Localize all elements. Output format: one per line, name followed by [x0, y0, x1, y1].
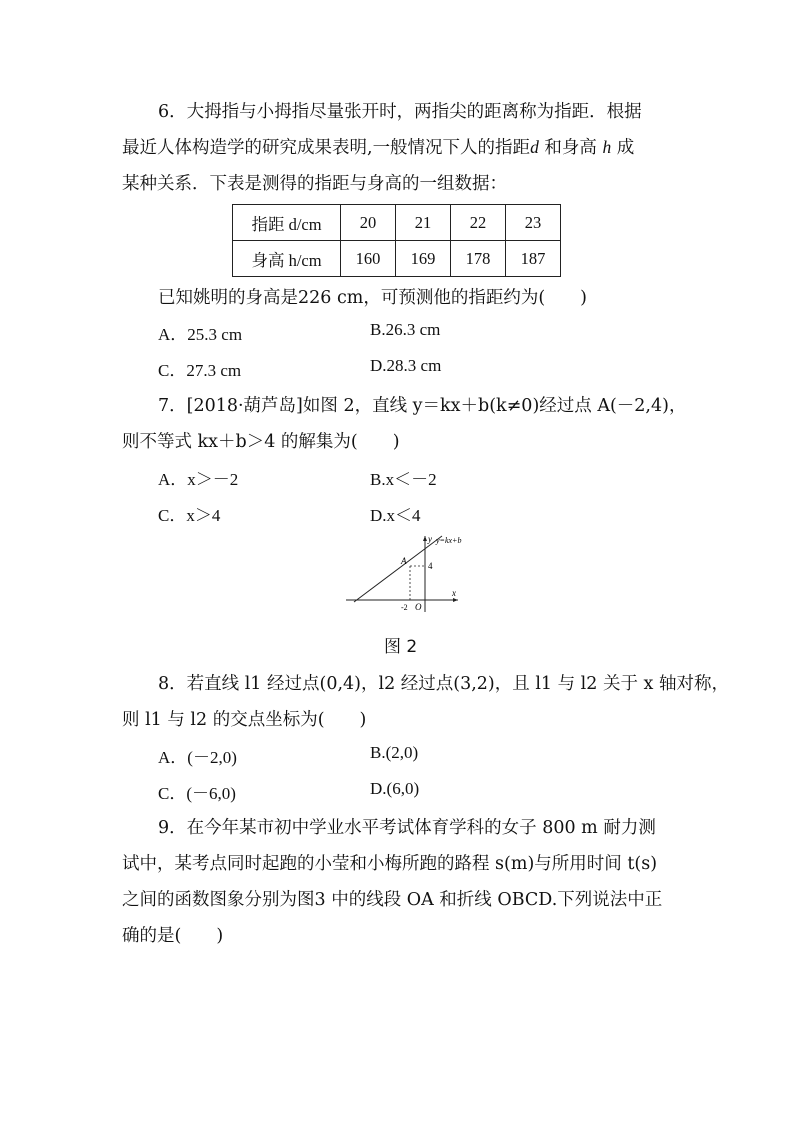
q7-option-b: B.x＜－2	[370, 470, 437, 489]
q6-line-2b: 一般情况下人的指距	[372, 138, 531, 158]
q8-line-1: 8．若直线 l1 经过点(0,4)，l2 经过点(3,2)，且 l1 与 l2 关于 x 轴对称，	[158, 674, 729, 694]
q6-option-a: A．25.3 cm	[158, 325, 243, 344]
data-table	[232, 204, 561, 277]
var-h: h	[602, 137, 612, 157]
q6-line-2	[122, 134, 634, 159]
q7-line-1: 7．[2018·葫芦岛]如图 2，直线 y＝kx＋b(k≠0)经过点 A(－2,4)，	[158, 396, 687, 416]
label-y: y	[428, 534, 432, 544]
q8-line-2: 则 l1 与 l2 的交点坐标为( )	[122, 710, 367, 730]
q8-option-c: C．(－6,0)	[158, 784, 236, 803]
table-cell: 23	[506, 205, 561, 241]
q8-option-a: A．(－2,0)	[158, 748, 237, 767]
q6-option-d: D.28.3 cm	[370, 356, 442, 375]
q8-option-d: D.(6,0)	[370, 779, 420, 798]
q9-line-3: 之间的函数图象分别为图3 中的线段 OA 和折线 OBCD.下列说法中正	[122, 890, 663, 910]
label-line: y=kx+b	[436, 536, 462, 545]
label-minus-2: -2	[401, 603, 408, 612]
table-cell: 21	[396, 205, 451, 241]
q6-option-b: B.26.3 cm	[370, 320, 441, 339]
q7-option-d: D.x＜4	[370, 506, 421, 525]
table-header-cell: 身高 h/cm	[233, 241, 341, 277]
table-cell: 178	[451, 241, 506, 277]
q7-option-c: C．x＞4	[158, 506, 221, 525]
label-o: O	[415, 602, 422, 612]
table-cell: 22	[451, 205, 506, 241]
q6-line-2c: 和身高	[544, 138, 597, 158]
table-row	[233, 241, 561, 277]
figure-2-graph	[340, 532, 470, 614]
label-4: 4	[428, 561, 433, 571]
q6-line-2a: 最近人体构造学的研究成果表明,	[122, 138, 373, 158]
q9-line-1: 9．在今年某市初中学业水平考试体育学科的女子 800 m 耐力测	[158, 818, 656, 838]
figure-2-caption: 图 2	[384, 637, 418, 657]
x-axis-arrow-icon	[453, 598, 458, 602]
table-cell: 169	[396, 241, 451, 277]
y-axis-arrow-icon	[423, 536, 427, 541]
table-cell: 160	[341, 241, 396, 277]
q9-line-4: 确的是( )	[122, 926, 224, 946]
table-cell: 187	[506, 241, 561, 277]
q6-stem: 已知姚明的身高是226 cm，可预测他的指距约为( )	[158, 288, 588, 308]
table-row	[233, 205, 561, 241]
q6-line-1: 6．大拇指与小拇指尽量张开时，两指尖的距离称为指距．根据	[158, 102, 642, 122]
label-a: A	[401, 556, 407, 566]
q9-line-2: 试中，某考点同时起跑的小莹和小梅所跑的路程 s(m)与所用时间 t(s)	[122, 854, 658, 874]
q7-option-a: A．x＞－2	[158, 470, 239, 489]
q6-line-2d: 成	[616, 138, 635, 158]
q6-line-3: 某种关系．下表是测得的指距与身高的一组数据：	[122, 174, 507, 194]
q6-option-c: C．27.3 cm	[158, 361, 242, 380]
q7-line-2: 则不等式 kx＋b＞4 的解集为( )	[122, 432, 400, 452]
table-header-cell: 指距 d/cm	[233, 205, 341, 241]
label-x: x	[452, 588, 456, 598]
table-cell: 20	[341, 205, 396, 241]
q8-option-b: B.(2,0)	[370, 743, 419, 762]
var-d: d	[530, 137, 539, 157]
